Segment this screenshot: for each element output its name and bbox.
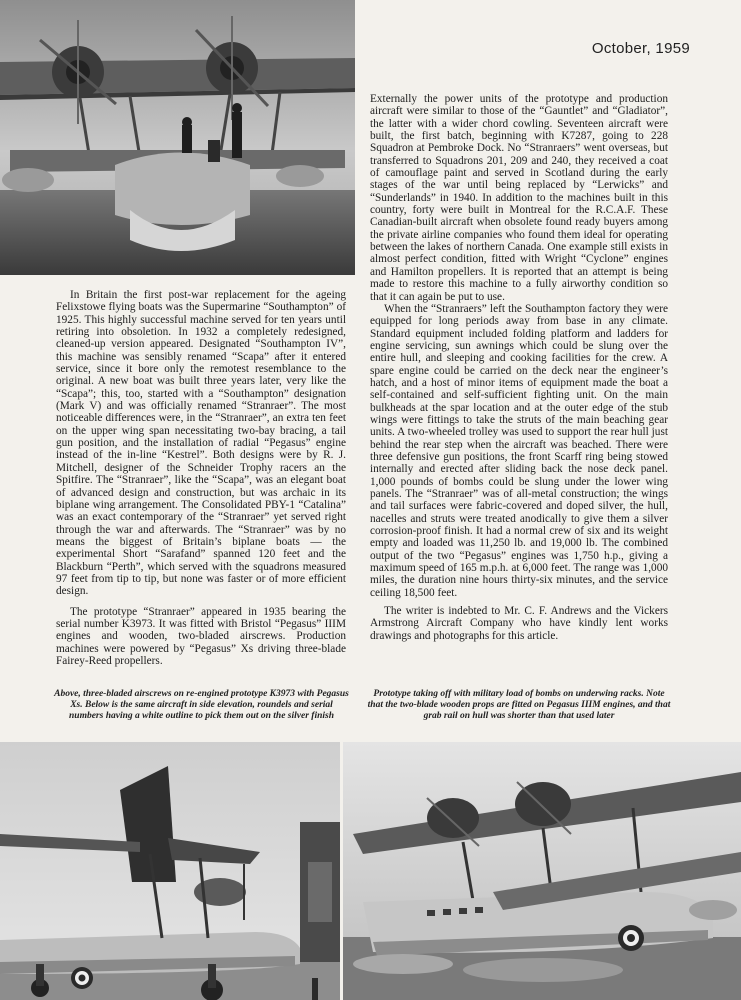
photo-flying-boat-front — [0, 0, 355, 275]
photo-caption-right: Prototype taking off with military load of bombs on underwing racks. Note that the two-blade wooden props are fitted on Pegasus IIIM engines, and that grab rail on hull was shorter than that used later — [367, 689, 671, 721]
photo-flying-boat-side — [0, 742, 340, 1000]
article-paragraph: The prototype “Stranraer” appeared in 1935 bearing the serial number K3973. It was fitted with Bristol “Pegasus” IIIM engines and wooden, two-bladed airscrews. Production machines were powered by “Pegasus” Xs driving three-blade Fairey-Reed propellers. — [56, 605, 346, 667]
article-column-right — [370, 93, 668, 642]
acknowledgement-paragraph: The writer is indebted to Mr. C. F. Andrews and the Vickers Armstrong Aircraft Company who have kindly lent works drawings and photographs for this article. — [370, 605, 668, 642]
article-column-left — [56, 289, 346, 667]
photo-caption-left: Above, three-bladed airscrews on re-engined prototype K3973 with Pegasus Xs. Below is the same aircraft in side elevation, roundels and serial numbers having a white outline to pick them out on the silver finish — [54, 689, 349, 721]
article-paragraph: When the “Stranraers” left the Southampton factory they were equipped for long periods away from base in any climate. Standard equipment included folding platform and ladders for engine servicing, sun awnings which could be slung over the entire hull, and sleeping and cooking facilities for the crew. A spare engine could be carried on the deck near the engineer’s hatch, and a host of minor items of equipment made the boat a self-contained and self-sufficient fighting unit. On the main bulkheads at the spar location and at the outer edge of the stub wings were fittings to take the struts of the main beaching gear units. A two-wheeled trolley was used to support the rear hull just behind the rear step when the aircraft was beached. There were three defensive gun positions, the front Scarff ring being stowed internally and erected after sliding back the nose deck panel. 1,000 pounds of bombs could be slung under the lower wing panels. The “Stranraer” was of all-metal construction; the wings and tail surfaces were fabric-covered and doped silver, the hull, nacelles and struts were treated anodically to give them a silver corrosion-proof finish. It had a normal crew of six and its weight empty and loaded was 11,250 lb. and 19,000 lb. The combined output of the two “Pegasus” engines was 1,750 h.p., giving a maximum speed of 165 m.p.h. at 6,000 feet. The range was 1,000 miles, the duration nine hours thirty-six minutes, and the service ceiling 18,500 feet. — [370, 302, 668, 599]
page-date-header: October, 1959 — [591, 40, 690, 57]
photo-flying-boat-takeoff — [343, 742, 741, 1000]
article-paragraph: In Britain the first post-war replacement for the ageing Felixstowe flying boats was the Supermarine “Southampton” of 1925. This highly successful machine served for ten years until retiring into obsoletion. In 1932 a completely redesigned, cleaned-up version appeared. Designated “Southampton IV”, this machine was sensibly renamed “Scapa” after it entered service, since it bore only the remotest resemblance to the original. A new boat was built three years later, very like the “Scapa”; this, too, started with a “Southampton” designation (Mark V) and was officially renamed “Stranraer”. The most noticeable differences were, in the “Stranraer”, an extra ten feet on the upper wing span necessitating two-bay bracing, a tail gun position, and the installation of radial “Pegasus” engine instead of the in-line “Kestrel”. Both designs were by R. J. Mitchell, designer of the Schneider Trophy racers an the Spitfire. The “Stranraer”, like the “Scapa”, was an elegant boat of advanced design and construction, but was archaic in its biplane wing arrangement. The Consolidated PBY-1 “Catalina” was an exact contemporary of the “Stranraer” yet served right through the war and afterwards. The “Stranraer” was by no means the biggest of Britain’s biplane boats — the experimental Short “Sarafand” spanned 120 feet and the Blackburn “Perth”, which served with the squadrons measured 97 feet from tip to tip, but none was faster or of more efficient design. — [56, 289, 346, 598]
article-paragraph: Externally the power units of the prototype and production aircraft were similar to those of the “Gauntlet” and “Gladiator”, the latter with a wider chord cowling. Seventeen aircraft were built, the first batch, beginning with K7287, going to 228 Squadron at Pembroke Dock. No “Stranraers” went overseas, but transferred to Squadrons 201, 209 and 240, they received a coat of camouflage paint and served in Scotland during the early stages of the war until being replaced by “Lerwicks” and “Sunderlands” in 1940. In addition to the machines built in this country, forty were built in Montreal for the R.C.A.F. These Canadian-built aircraft when obsolete found ready buyers among the private airline companies who found them ideal for operating between the lakes of northern Canada. One example still exists in almost perfect condition, fitted with Wright “Cyclone” engines and Hamilton propellers. It is reported that an attempt is being made to restore this machine to a fully airworthy condition so that it can again be put to use. — [370, 93, 668, 303]
